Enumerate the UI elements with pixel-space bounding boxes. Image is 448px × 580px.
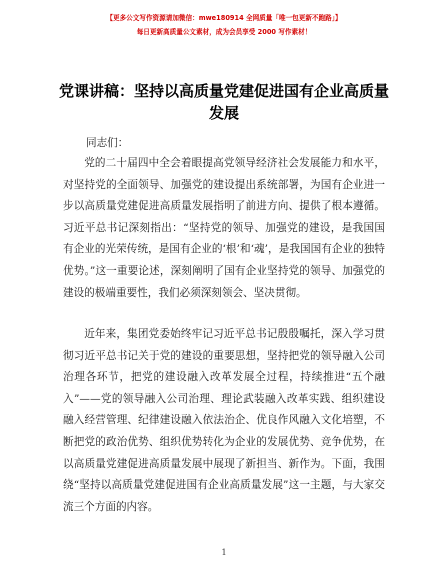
salutation: 同志们： bbox=[86, 137, 129, 149]
promo-banner-line-2: 每日更新高质量公文素材，成为会员享受 2000 写作素材！ bbox=[136, 28, 312, 36]
paragraph-2: 近年来，集团党委始终牢记习近平总书记殷殷嘱托，深入学习贯彻习近平总书记关于党的建设的重要思想，坚持把党的领导融入公司治理各环节，把党的建设融入改革发展全过程，持续推进“五个融入”——党的领导融入公司治理、理论武装融入改革实践、组织建设融入经营管理、纪律建设融入依法治企、优良作风融入文化培塑，不断把党的政治优势、组织优势转化为企业的发展优势、竞争优势，在以高质量党建促进高质量发展中展现了新担当、新作为。下面，我围绕“坚持以高质量党建促进国有企业高质量发展”这一主题，与大家交流三个方面的内容。 bbox=[63, 328, 385, 513]
document-title: 党课讲稿：坚持以高质量党建促进国有企业高质量发展 bbox=[58, 82, 389, 122]
promo-banner-line-1: 【更多公文写作资源请加微信：mwe180914 全网质量「唯一包更新不跑路」】 bbox=[106, 14, 342, 22]
page-number: 1 bbox=[221, 548, 227, 557]
paragraph-1: 党的二十届四中全会着眼提高党领导经济社会发展能力和水平，对坚持党的全面领导、加强党的建设提出系统部署，为国有企业进一步以高质量党建促进高质量发展指明了前进方向、提供了根本遵循。习近平总书记深刻指出：“坚持党的领导、加强党的建设，是我国国有企业的光荣传统，是国有企业的‘根’和‘魂’，是我国国有企业的独特优势。”这一重要论述，深刻阐明了国有企业坚持党的领导、加强党的建设的极端重要性，我们必须深刻领会、坚决贯彻。 bbox=[63, 157, 385, 299]
